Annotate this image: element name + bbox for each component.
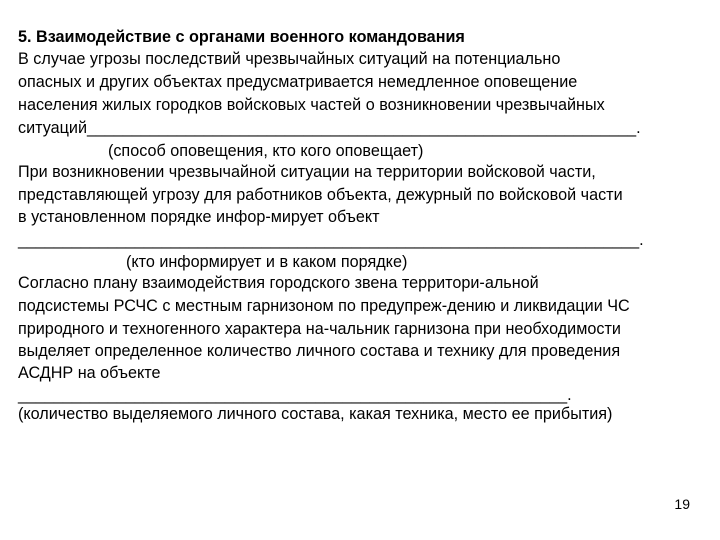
text-line: природного и техногенного характера на-чальник гарнизона при необходимости [18,320,621,338]
text-line: подсистемы РСЧС с местным гарнизоном по предупреж-дению и ликвидации ЧС [18,297,630,315]
blank-fill-line: _____________________________________________________________________. [18,231,644,249]
blank-caption: (способ оповещения, кто кого оповещает) [18,142,424,160]
text-line: в установленном порядке инфор-мирует объект [18,208,380,226]
blank-fill-line: ситуаций_____________________________________________________________. [18,119,641,137]
text-line: Согласно плану взаимодействия городского звена территори-альной [18,274,539,292]
blank-fill-line: _____________________________________________________________. [18,386,572,404]
text-line: В случае угрозы последствий чрезвычайных ситуаций на потенциально [18,50,561,68]
text-line: населения жилых городков войсковых частей о возникновении чрезвычайных [18,96,605,114]
page-number: 19 [674,496,690,512]
text-line: представляющей угрозу для работников объекта, дежурный по войсковой части [18,186,623,204]
text-line: АСДНР на объекте [18,364,161,382]
section-heading: 5. Взаимодействие с органами военного командования [18,28,465,46]
text-line: При возникновении чрезвычайной ситуации на территории войсковой части, [18,163,596,181]
text-line: опасных и других объектах предусматривается немедленное оповещение [18,73,578,91]
blank-caption: (кто информирует и в каком порядке) [18,253,408,271]
blank-caption: (количество выделяемого личного состава, какая техника, место ее прибытия) [18,405,613,423]
text-line: выделяет определенное количество личного состава и технику для проведения [18,342,621,360]
